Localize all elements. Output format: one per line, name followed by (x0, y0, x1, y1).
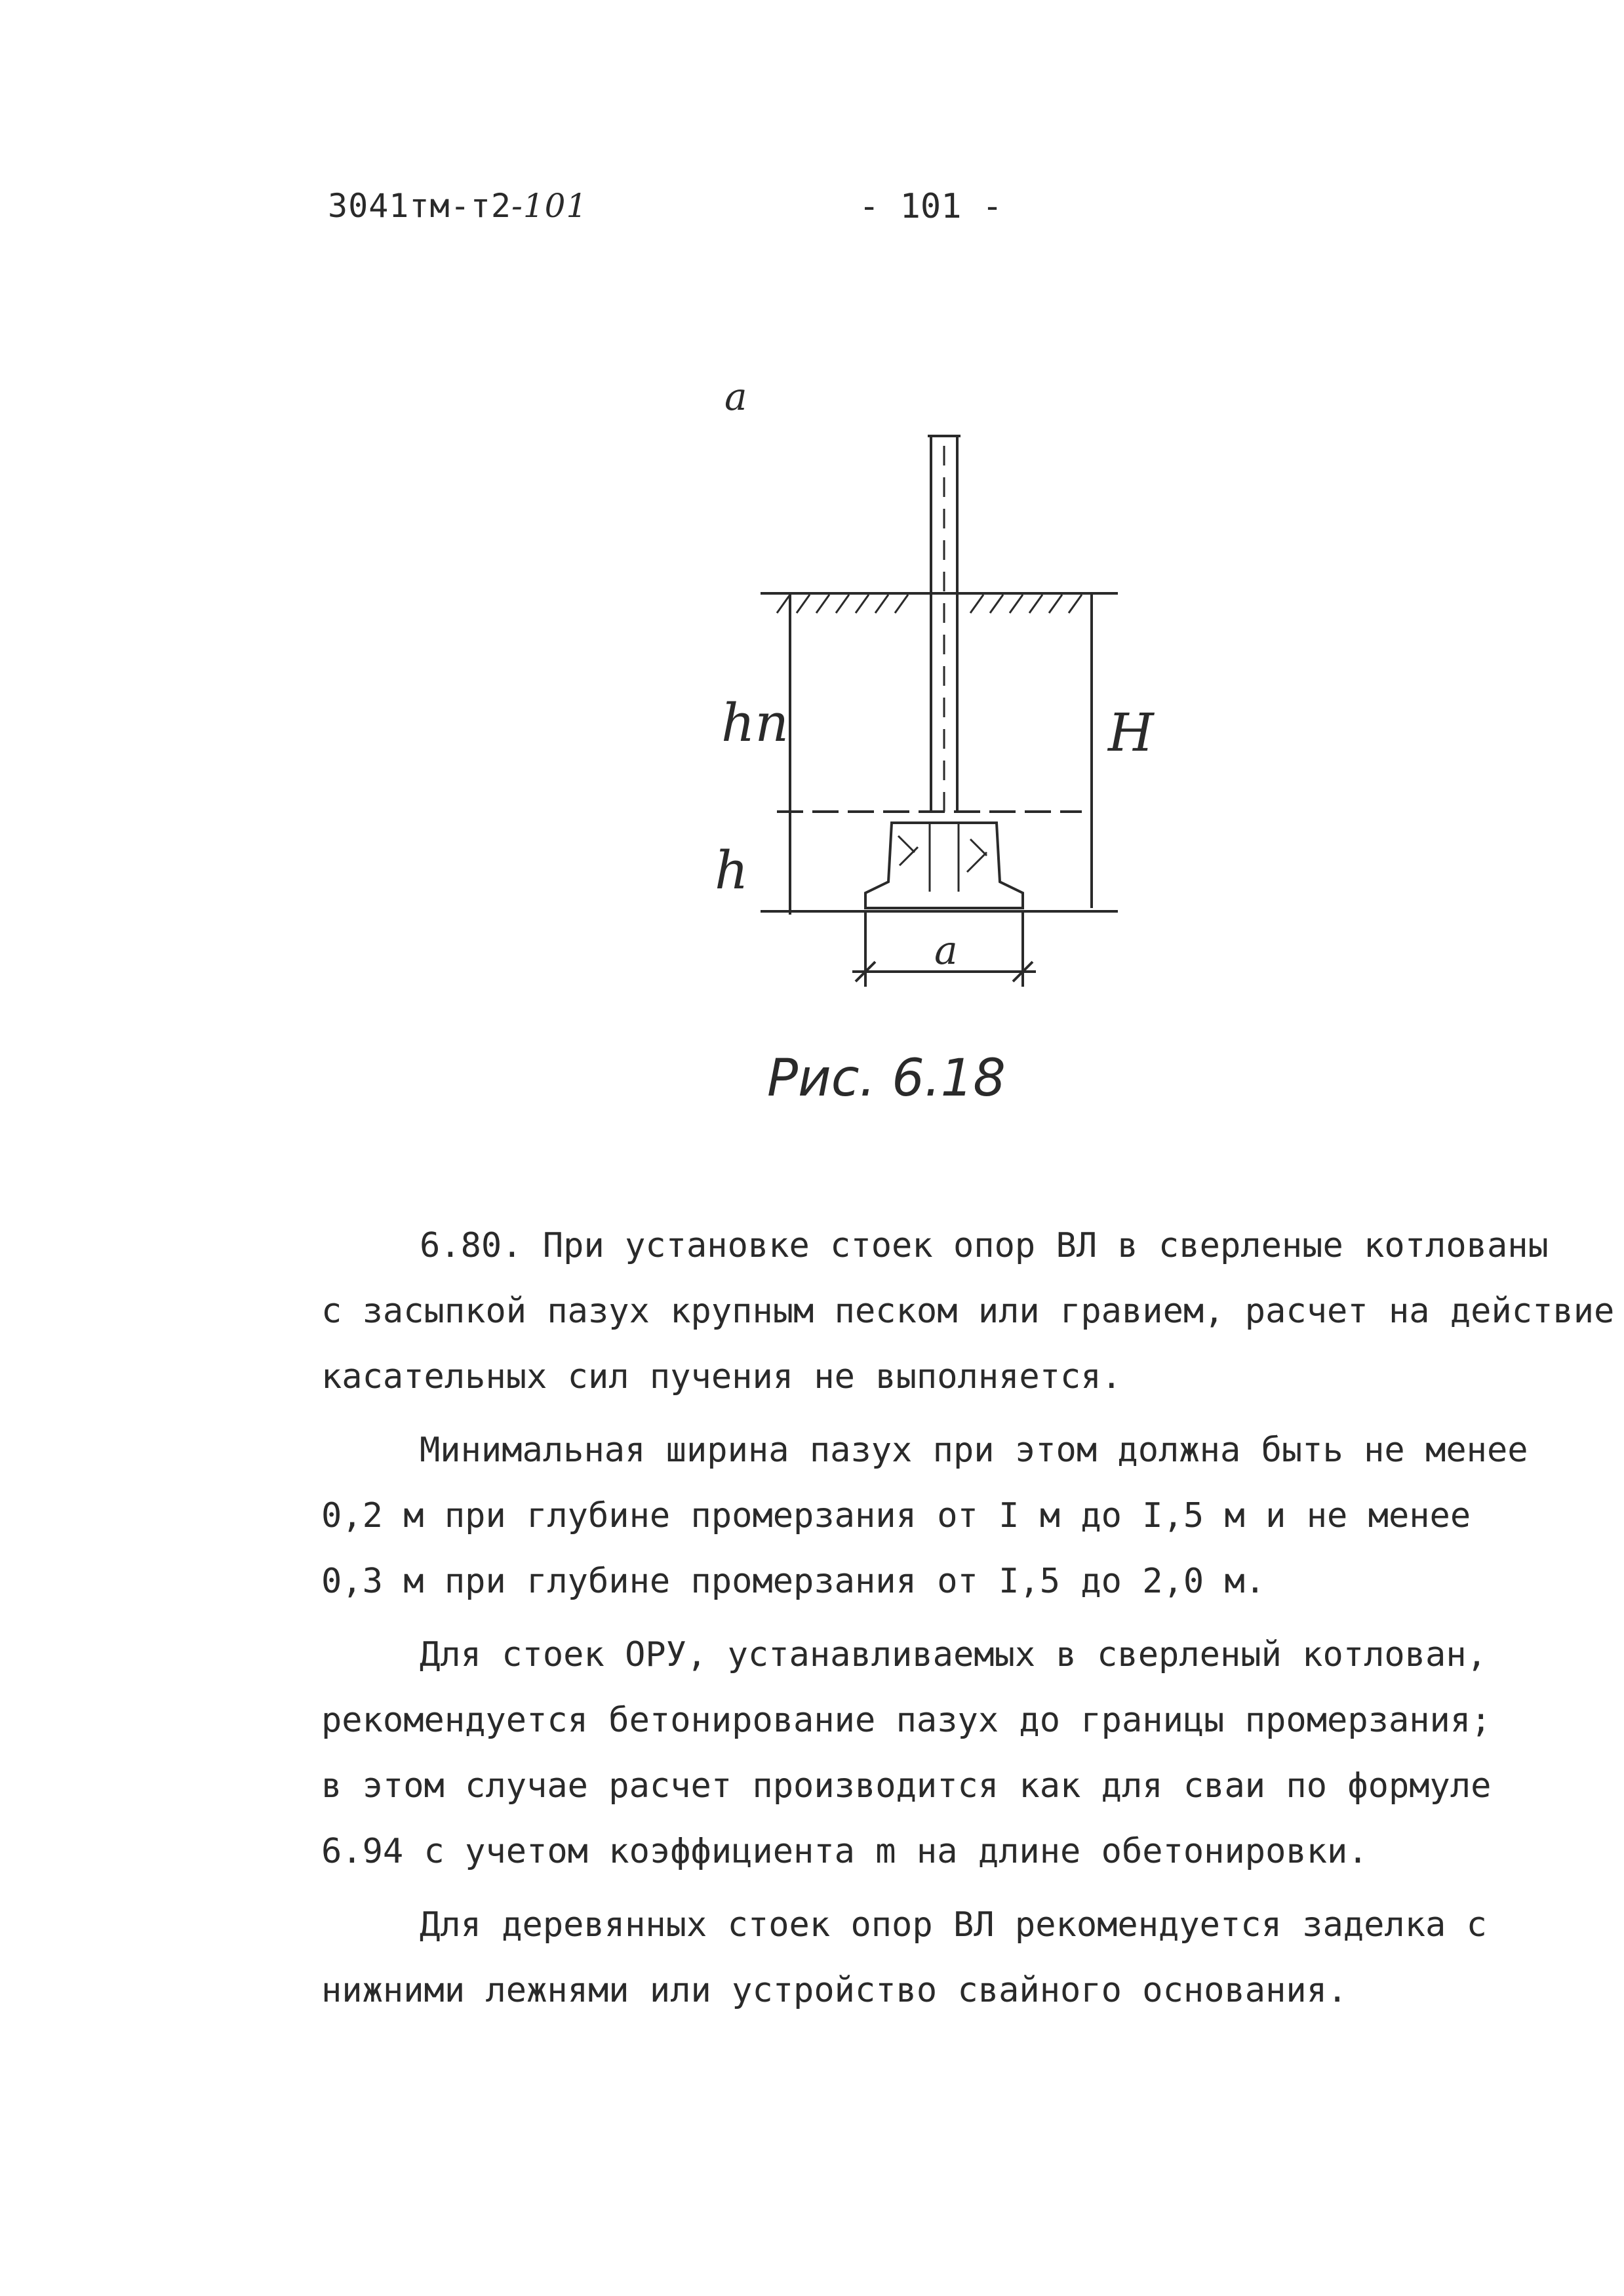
label-H: H (1108, 702, 1154, 763)
pole (928, 436, 961, 813)
document-code-text: 3041тм-т2 (328, 187, 511, 225)
paragraph-oru-line-2: рекомендуется бетонирование пазух до границы промерзания; (321, 1701, 1492, 1740)
label-hn: hп (721, 692, 789, 753)
label-a: a (934, 928, 958, 974)
paragraph-width-line-2: 0,2 м при глубине промерзания от I м до I,5 м и не менее (321, 1496, 1471, 1535)
body-text (321, 1213, 1615, 2023)
document-code-suffix: -101 (511, 187, 588, 225)
paragraph-wood-line-1: Для деревянных стоек опор ВЛ рекомендуется заделка с (420, 1905, 1487, 1945)
ground-surface (761, 593, 1118, 613)
anchor-block (865, 823, 1023, 908)
figure-marker: a (724, 374, 747, 419)
paragraph-width-line-1: Минимальная ширина пазух при этом должна быть не менее (420, 1431, 1528, 1470)
figure-caption: Рис. 6.18 (767, 1049, 1006, 1108)
paragraph-oru-line-1: Для стоек ОРУ, устанавливаемых в сверленый котлован, (420, 1635, 1487, 1674)
paragraph-oru-line-4: 6.94 с учетом коэффициента m на длине обетонировки. (321, 1832, 1368, 1871)
label-h: h (715, 840, 749, 901)
paragraph-6-80-line-2: с засыпкой пазух крупным песком или гравием, расчет на действие (321, 1292, 1615, 1331)
page-number: - 101 - (859, 187, 1003, 226)
paragraph-oru-line-3: в этом случае расчет производится как для сваи по формуле (321, 1766, 1492, 1806)
paragraph-wood-line-2: нижними лежнями или устройство свайного основания. (321, 1971, 1348, 2010)
paragraph-6-80-line-3: касательных сил пучения не выполняется. (321, 1357, 1122, 1396)
paragraph-6-80-line-1: 6.80. При установке стоек опор ВЛ в сверленые котлованы (420, 1226, 1549, 1265)
paragraph-width-line-3: 0,3 м при глубине промерзания от I,5 до 2,0 м. (321, 1562, 1266, 1601)
